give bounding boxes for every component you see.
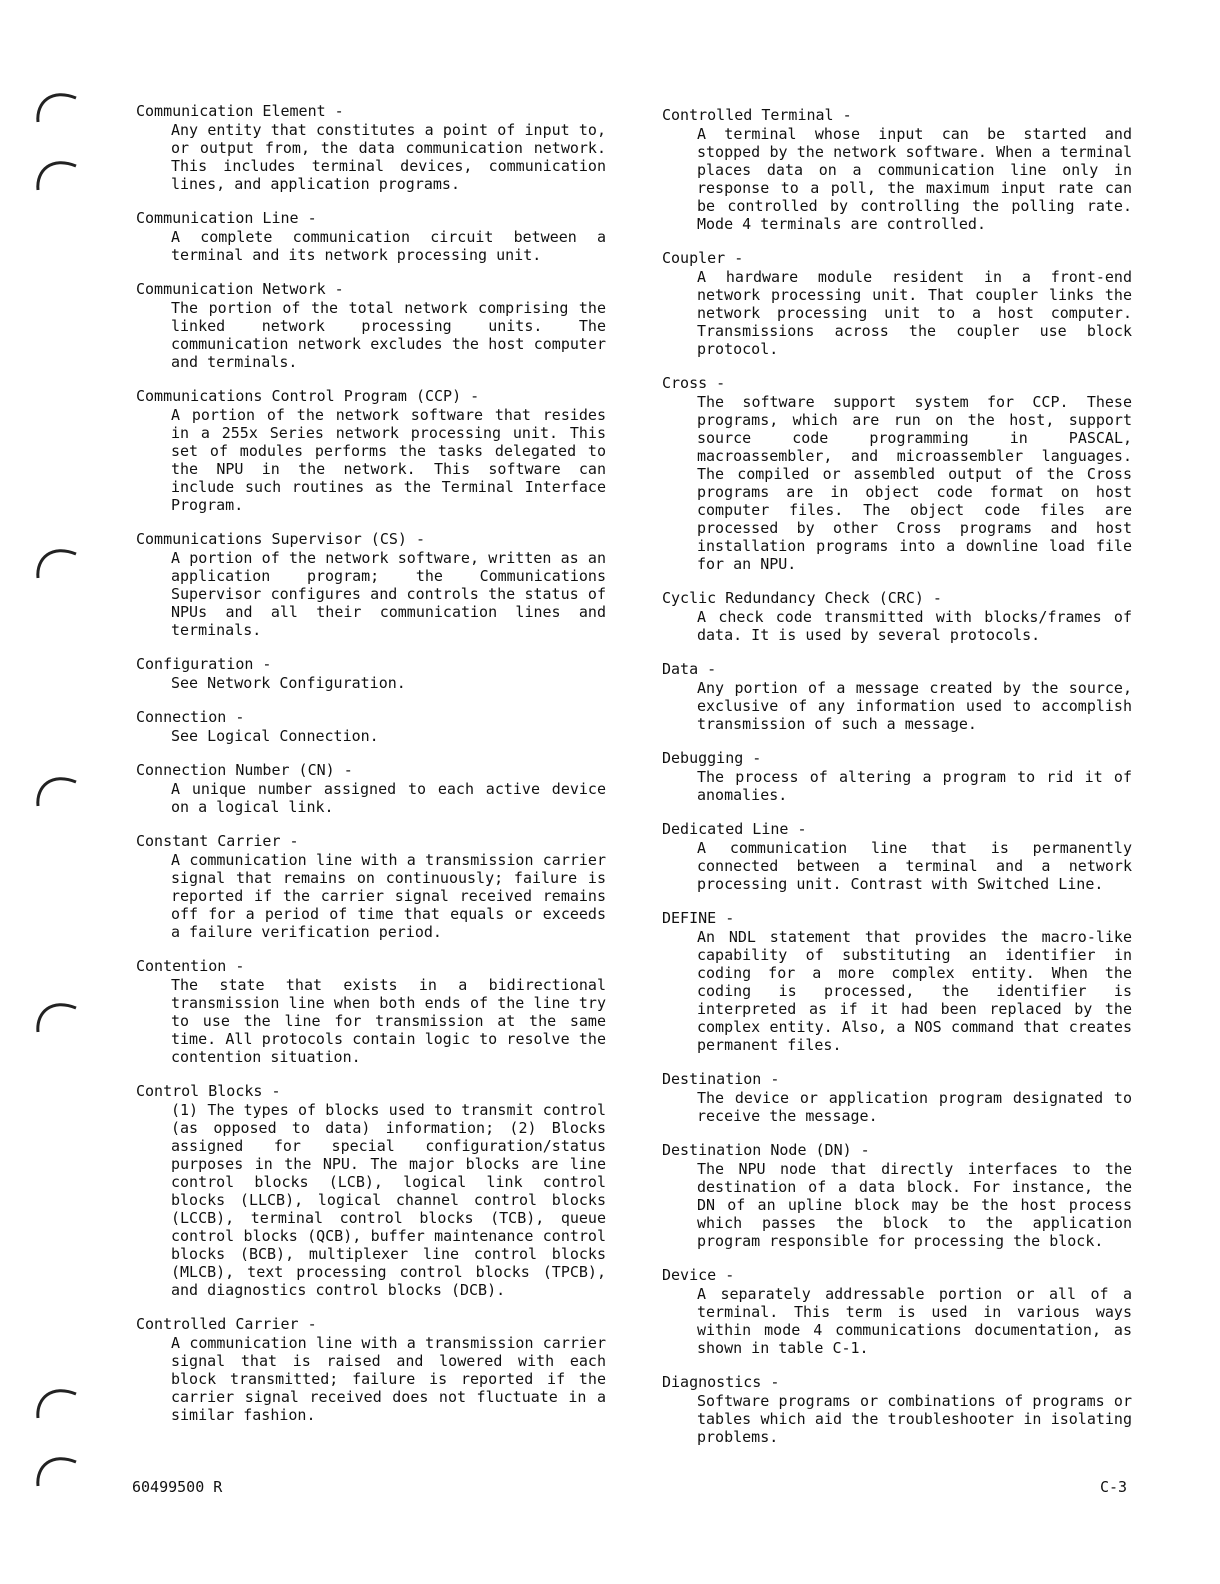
glossary-entry	[662, 909, 1132, 1054]
glossary-term: DEFINE -	[662, 909, 735, 927]
glossary-term: Cyclic Redundancy Check (CRC) -	[662, 589, 942, 607]
glossary-term: Cross -	[662, 374, 726, 392]
glossary-entry	[136, 1315, 606, 1424]
glossary-entry	[136, 280, 606, 371]
glossary-definition: Any entity that constitutes a point of input to, or output from, the data communication network. This includes terminal devices, communication lines, and application programs.	[171, 121, 606, 193]
glossary-term: Configuration -	[136, 655, 272, 673]
glossary-term: Coupler -	[662, 249, 744, 267]
glossary-definition: A communication line with a transmission carrier signal that remains on continuously; failure is reported if the carrier signal received remains off for a period of time that equals or exceeds a failure verification period.	[171, 851, 606, 941]
glossary-entry	[662, 1070, 1132, 1125]
glossary-definition: A unique number assigned to each active device on a logical link.	[171, 780, 606, 816]
glossary-definition: A terminal whose input can be started and stopped by the network software. When a terminal places data on a communication line only in response to a poll, the maximum input rate can be controlled by controlling the polling rate. Mode 4 terminals are controlled.	[697, 125, 1132, 233]
glossary-definition: The portion of the total network comprising the linked network processing units. The communication network excludes the host computer and terminals.	[171, 299, 606, 371]
glossary-definition: A check code transmitted with blocks/frames of data. It is used by several protocols.	[697, 608, 1132, 644]
punch-hole-icon	[32, 1448, 80, 1492]
document-number: 60499500 R	[132, 1478, 223, 1496]
glossary-term: Debugging -	[662, 749, 762, 767]
glossary-entry	[136, 102, 606, 193]
glossary-definition: The process of altering a program to rid it of anomalies.	[697, 768, 1132, 804]
glossary-definition: (1) The types of blocks used to transmit control (as opposed to data) information; (2) Blocks assigned for special configuration/status purposes in the NPU. The major blocks are line control blocks (LCB), logical link control blocks (LLCB), logical channel control blocks (LCCB), terminal control blocks (TCB), queue control blocks (QCB), buffer maintenance control blocks (BCB), multiplexer line control blocks (MLCB), text processing control blocks (TPCB), and diagnostics control blocks (DCB).	[171, 1101, 606, 1299]
glossary-term: Constant Carrier -	[136, 832, 299, 850]
glossary-entry	[136, 957, 606, 1066]
punch-hole-icon	[32, 540, 80, 584]
punch-hole-icon	[32, 1380, 80, 1424]
glossary-definition: A complete communication circuit between a terminal and its network processing unit.	[171, 228, 606, 264]
glossary-entry	[662, 820, 1132, 893]
glossary-entry	[662, 1373, 1132, 1446]
glossary-term: Contention -	[136, 957, 245, 975]
glossary-entry	[136, 832, 606, 941]
punch-hole-icon	[32, 768, 80, 812]
glossary-entry	[662, 749, 1132, 804]
glossary-term: Destination -	[662, 1070, 780, 1088]
glossary-entry	[662, 106, 1132, 233]
glossary-term: Connection Number (CN) -	[136, 761, 353, 779]
glossary-right-column	[662, 106, 1132, 1462]
punch-hole-icon	[32, 84, 80, 128]
glossary-term: Communication Element -	[136, 102, 344, 120]
punch-hole-icon	[32, 152, 80, 196]
glossary-entry	[662, 1141, 1132, 1250]
glossary-definition: A hardware module resident in a front-end network processing unit. That coupler links the network processing unit to a host computer. Transmissions across the coupler use block protocol.	[697, 268, 1132, 358]
glossary-definition: See Logical Connection.	[171, 727, 379, 745]
glossary-definition: The state that exists in a bidirectional transmission line when both ends of the line try to use the line for transmission at the same time. All protocols contain logic to resolve the contention situation.	[171, 976, 606, 1066]
glossary-definition: See Network Configuration.	[171, 674, 406, 692]
punch-hole-icon	[32, 994, 80, 1038]
glossary-definition: The device or application program designated to receive the message.	[697, 1089, 1132, 1125]
glossary-term: Diagnostics -	[662, 1373, 780, 1391]
glossary-term: Communications Supervisor (CS) -	[136, 530, 425, 548]
glossary-left-column	[136, 102, 606, 1440]
glossary-term: Communication Line -	[136, 209, 317, 227]
glossary-term: Controlled Carrier -	[136, 1315, 317, 1333]
glossary-term: Destination Node (DN) -	[662, 1141, 870, 1159]
glossary-entry	[136, 1082, 606, 1299]
glossary-entry	[136, 209, 606, 264]
glossary-definition: A communication line with a transmission carrier signal that is raised and lowered with each block transmitted; failure is reported if the carrier signal received does not fluctuate in a similar fashion.	[171, 1334, 606, 1424]
glossary-definition: The NPU node that directly interfaces to the destination of a data block. For instance, the DN of an upline block may be the host process which passes the block to the application program responsible for processing the block.	[697, 1160, 1132, 1250]
glossary-definition: A portion of the network software, written as an application program; the Communications Supervisor configures and controls the status of NPUs and all their communication lines and terminals.	[171, 549, 606, 639]
glossary-term: Device -	[662, 1266, 735, 1284]
glossary-entry	[136, 761, 606, 816]
glossary-term: Dedicated Line -	[662, 820, 807, 838]
glossary-entry	[662, 1266, 1132, 1357]
glossary-entry	[662, 249, 1132, 358]
glossary-definition: A portion of the network software that resides in a 255x Series network processing unit. This set of modules performs the tasks delegated to the NPU in the network. This software can include such routines as the Terminal Interface Program.	[171, 406, 606, 514]
glossary-definition: An NDL statement that provides the macro-like capability of substituting an identifier in coding for a more complex entity. When the coding is processed, the identifier is interpreted as if it had been replaced by the complex entity. Also, a NOS command that creates permanent files.	[697, 928, 1132, 1054]
glossary-term: Data -	[662, 660, 717, 678]
glossary-entry	[136, 387, 606, 514]
glossary-definition: The software support system for CCP. These programs, which are run on the host, support source code programming in PASCAL, macroassembler, and microassembler languages. The compiled or assembled output of the Cross programs are in object code format on host computer files. The object code files are processed by other Cross programs and host installation programs into a downline load file for an NPU.	[697, 393, 1132, 573]
glossary-entry	[136, 530, 606, 639]
glossary-entry	[662, 660, 1132, 733]
glossary-term: Control Blocks -	[136, 1082, 281, 1100]
glossary-term: Connection -	[136, 708, 245, 726]
glossary-term: Communication Network -	[136, 280, 344, 298]
glossary-definition: Software programs or combinations of programs or tables which aid the troubleshooter in isolating problems.	[697, 1392, 1132, 1446]
glossary-definition: Any portion of a message created by the source, exclusive of any information used to accomplish transmission of such a message.	[697, 679, 1132, 733]
glossary-definition: A separately addressable portion or all of a terminal. This term is used in various ways within mode 4 communications documentation, as shown in table C-1.	[697, 1285, 1132, 1357]
glossary-term: Communications Control Program (CCP) -	[136, 387, 480, 405]
glossary-entry	[662, 374, 1132, 573]
glossary-entry	[136, 708, 606, 745]
glossary-definition: A communication line that is permanently connected between a terminal and a network processing unit. Contrast with Switched Line.	[697, 839, 1132, 893]
page-number: C-3	[1100, 1478, 1128, 1496]
glossary-entry	[136, 655, 606, 692]
glossary-term: Controlled Terminal -	[662, 106, 852, 124]
glossary-entry	[662, 589, 1132, 644]
